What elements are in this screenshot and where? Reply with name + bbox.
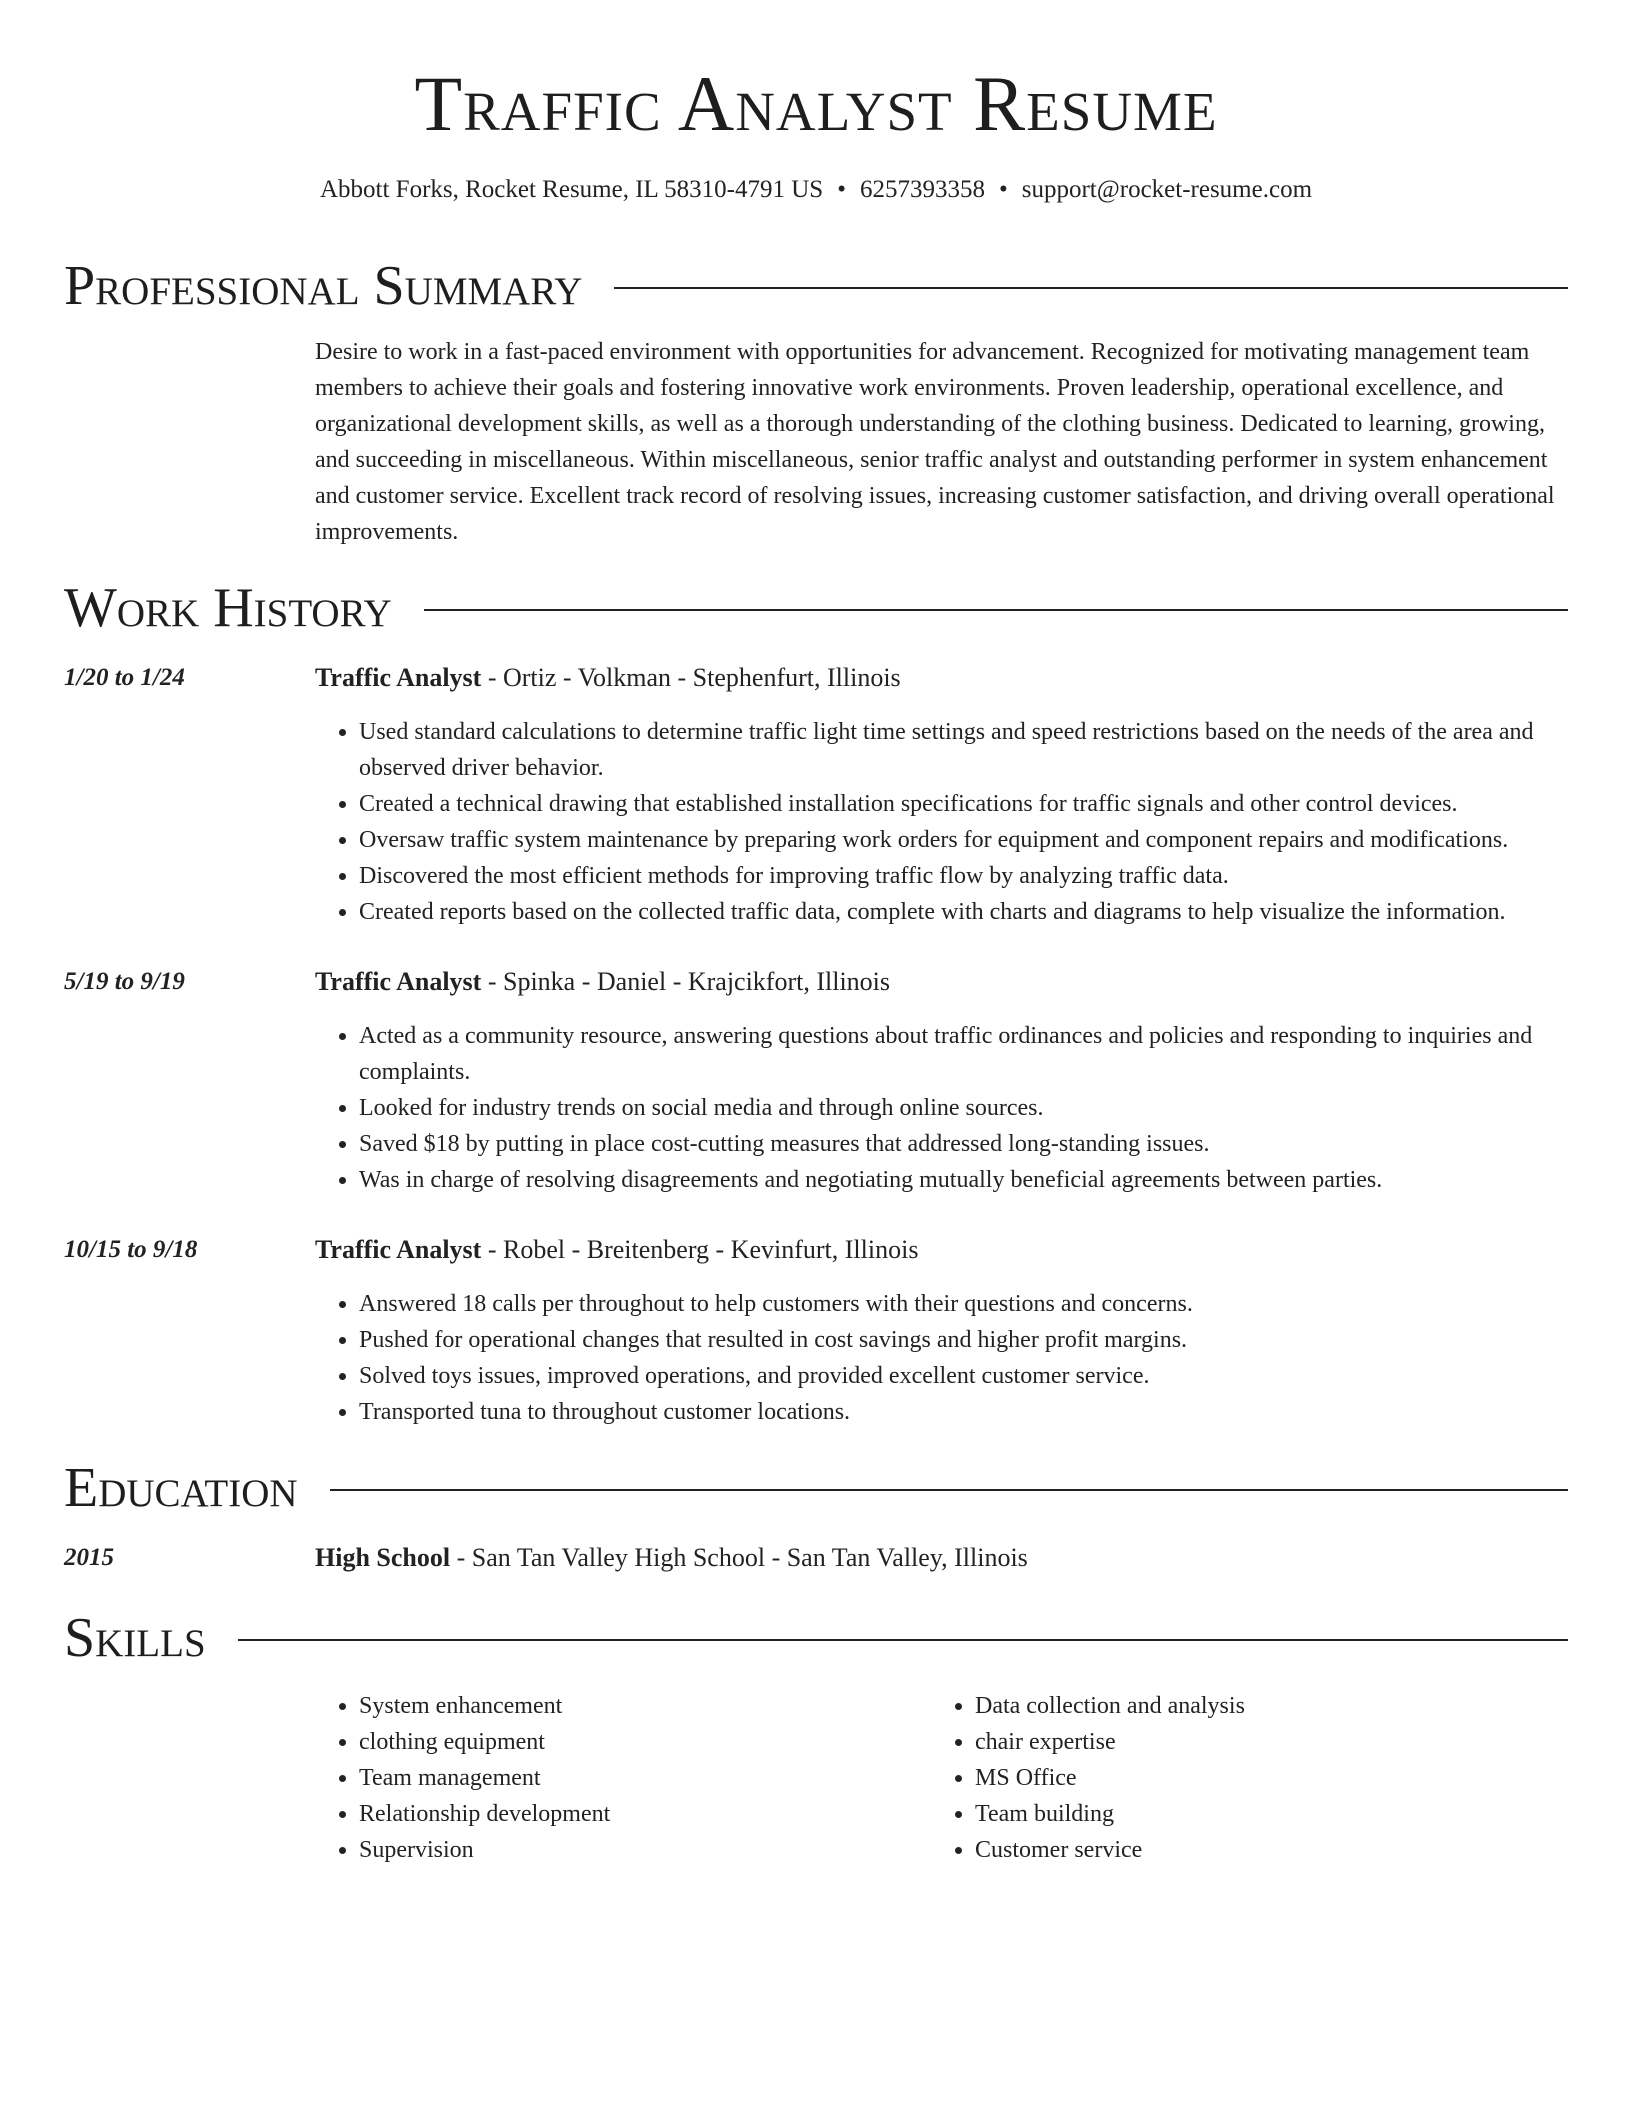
contact-separator: • <box>998 176 1008 203</box>
skill-item: • chair expertise <box>975 1724 1547 1760</box>
list-item: • Transported tuna to throughout customer locations. <box>359 1394 1568 1430</box>
list-item: • Oversaw traffic system maintenance by preparing work orders for equipment and component repairs and modifications. <box>359 822 1568 858</box>
list-item: • Used standard calculations to determine traffic light time settings and speed restrictions based on the needs of the area and observed driver behavior. <box>359 714 1568 786</box>
skill-item: • Supervision <box>359 1832 931 1868</box>
job-heading <box>315 964 890 1000</box>
job-role: Traffic Analyst <box>315 967 482 996</box>
summary-text: Desire to work in a fast-paced environment with opportunities for advancement. Recognized for motivating management team members to achieve their goals and fostering innovative work environments. Proven leadership, operational excellence, and organizational development skills, as well as a thorough understanding of the clothing business. Dedicated to learning, growing, and succeeding in miscellaneous. Within miscellaneous, senior traffic analyst and outstanding performer in system enhancement and customer service. Excellent track record of resolving issues, increasing customer satisfaction, and driving overall operational improvements. <box>315 339 1555 545</box>
education-year: 2015 <box>64 1544 114 1571</box>
skill-item: • clothing equipment <box>359 1724 931 1760</box>
list-item: • Looked for industry trends on social media and through online sources. <box>359 1090 1568 1126</box>
resume-title: Traffic Analyst Resume <box>414 60 1218 147</box>
job-role: Traffic Analyst <box>315 1235 482 1264</box>
job-bullets <box>315 714 1568 930</box>
skills-column-right <box>931 1688 1547 1868</box>
section-divider <box>614 287 1568 289</box>
section-title-summary: Professional Summary <box>64 255 583 317</box>
section-header-summary <box>64 254 1568 318</box>
skill-item: • Relationship development <box>359 1796 931 1832</box>
list-item: • Was in charge of resolving disagreements and negotiating mutually beneficial agreements between parties. <box>359 1162 1568 1198</box>
education-degree: High School <box>315 1543 451 1572</box>
education-school: - San Tan Valley High School - San Tan Valley, Illinois <box>450 1543 1028 1572</box>
job-role: Traffic Analyst <box>315 663 482 692</box>
section-header-work <box>64 576 1568 640</box>
skill-item: • Customer service <box>975 1832 1547 1868</box>
list-item: • Discovered the most efficient methods for improving traffic flow by analyzing traffic data. <box>359 858 1568 894</box>
education-heading <box>315 1540 1028 1576</box>
job-employer: - Ortiz - Volkman - Stephenfurt, Illinois <box>481 663 901 692</box>
skill-item: • Team building <box>975 1796 1547 1832</box>
section-header-skills <box>64 1606 1568 1670</box>
job-dates: 1/20 to 1/24 <box>64 664 185 691</box>
skill-item: • System enhancement <box>359 1688 931 1724</box>
skills-list <box>315 1688 1568 1868</box>
contact-address: Abbott Forks, Rocket Resume, IL 58310-4791 US <box>319 176 824 203</box>
job-heading <box>315 660 901 696</box>
job-dates: 10/15 to 9/18 <box>64 1236 198 1263</box>
skill-item: • Data collection and analysis <box>975 1688 1547 1724</box>
list-item: • Answered 18 calls per throughout to help customers with their questions and concerns. <box>359 1286 1568 1322</box>
skills-column-left <box>315 1688 931 1868</box>
contact-phone: 6257393358 <box>859 176 985 203</box>
job-employer: - Robel - Breitenberg - Kevinfurt, Illinois <box>481 1235 919 1264</box>
section-divider <box>330 1489 1568 1491</box>
skill-item: • MS Office <box>975 1760 1547 1796</box>
list-item: • Pushed for operational changes that resulted in cost savings and higher profit margins. <box>359 1322 1568 1358</box>
section-title-skills: Skills <box>64 1607 206 1669</box>
section-title-work: Work History <box>64 577 392 639</box>
list-item: • Acted as a community resource, answering questions about traffic ordinances and policies and responding to inquiries and complaints. <box>359 1018 1568 1090</box>
section-title-education: Education <box>64 1457 298 1519</box>
job-dates: 5/19 to 9/19 <box>64 968 185 995</box>
section-divider <box>238 1639 1568 1641</box>
contact-email: support@rocket-resume.com <box>1021 176 1313 203</box>
contact-separator: • <box>837 176 846 203</box>
job-heading <box>315 1232 918 1268</box>
section-header-education <box>64 1456 1568 1520</box>
job-bullets <box>315 1286 1568 1430</box>
section-divider <box>424 609 1568 611</box>
skill-item: • Team management <box>359 1760 931 1796</box>
list-item: • Created a technical drawing that established installation specifications for traffic signals and other control devices. <box>359 786 1568 822</box>
list-item: • Saved $18 by putting in place cost-cutting measures that addressed long-standing issues. <box>359 1126 1568 1162</box>
job-employer: - Spinka - Daniel - Krajcikfort, Illinois <box>481 967 891 996</box>
list-item: • Solved toys issues, improved operations, and provided excellent customer service. <box>359 1358 1568 1394</box>
contact-line <box>64 174 1568 206</box>
job-bullets <box>315 1018 1568 1198</box>
list-item: • Created reports based on the collected traffic data, complete with charts and diagrams to help visualize the information. <box>359 894 1568 930</box>
